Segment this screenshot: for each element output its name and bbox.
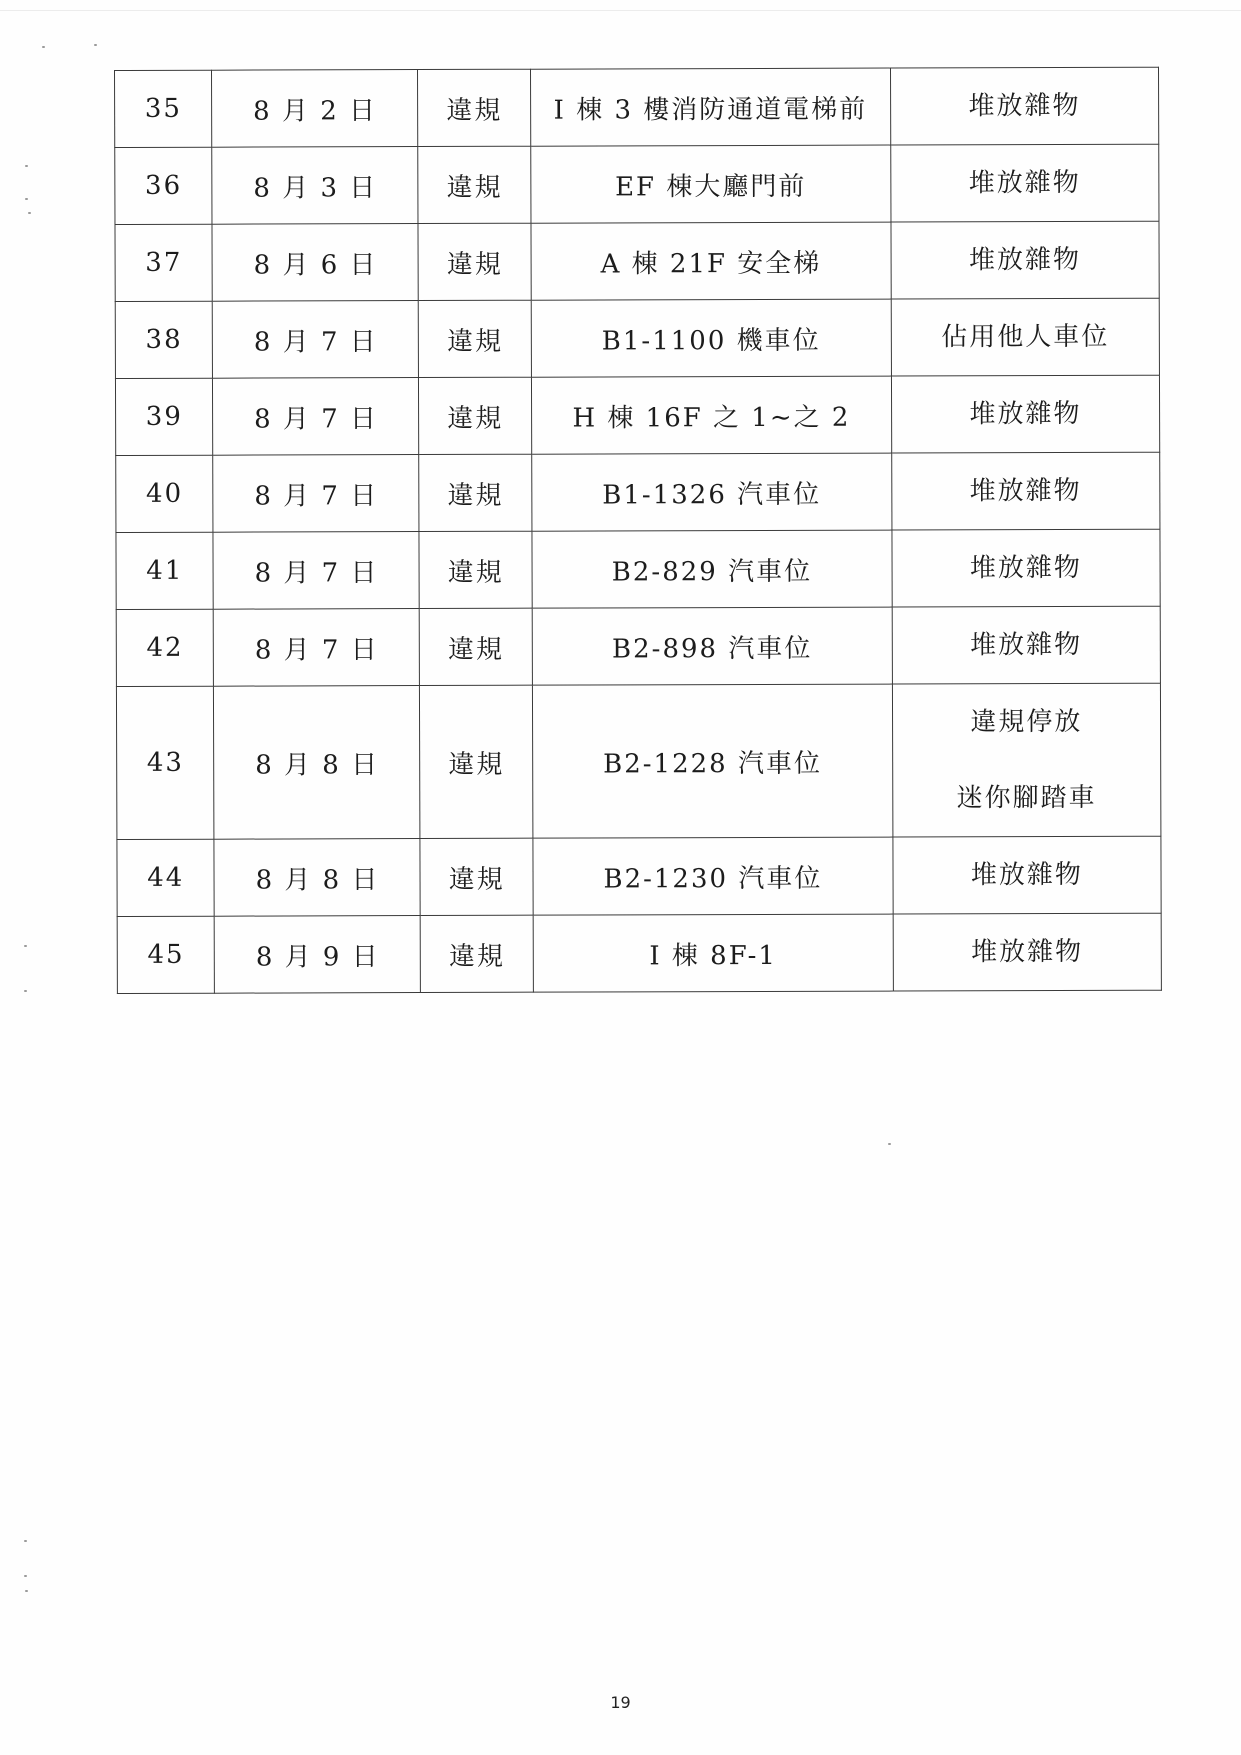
cell-type: 違規 — [419, 377, 532, 454]
scan-speck — [24, 990, 27, 992]
cell-location: B2-1228 汽車位 — [532, 684, 892, 838]
scan-speck — [24, 1540, 27, 1542]
cell-reason — [891, 298, 1160, 376]
table-row — [115, 375, 1159, 455]
cell-type: 違規 — [419, 300, 532, 377]
cell-number: 35 — [115, 70, 213, 147]
table-row — [115, 144, 1159, 224]
scan-edge-line — [0, 10, 1241, 11]
cell-location: EF 棟大廳門前 — [531, 145, 891, 223]
cell-type: 違規 — [419, 454, 532, 531]
cell-type: 違規 — [420, 838, 533, 915]
cell-type: 違規 — [418, 223, 531, 300]
cell-date: 8 月 2 日 — [212, 70, 418, 148]
scan-speck — [25, 1590, 28, 1592]
cell-reason — [892, 606, 1161, 684]
reason-line: 堆放雜物 — [971, 936, 1084, 968]
cell-date: 8 月 9 日 — [215, 916, 421, 994]
table-row — [116, 683, 1160, 839]
cell-type: 違規 — [421, 915, 534, 992]
cell-reason — [891, 221, 1160, 299]
cell-type: 違規 — [420, 685, 533, 838]
cell-number: 45 — [117, 916, 215, 993]
violation-log-table — [114, 67, 1162, 994]
reason-line: 佔用他人車位 — [941, 321, 1110, 353]
reason-line: 堆放雜物 — [970, 629, 1083, 661]
cell-type: 違規 — [419, 531, 532, 608]
cell-type: 違規 — [420, 608, 533, 685]
scan-speck — [25, 198, 28, 200]
table-row — [115, 221, 1159, 301]
cell-date: 8 月 7 日 — [213, 378, 419, 456]
cell-date: 8 月 7 日 — [213, 532, 419, 610]
reason-line: 迷你腳踏車 — [956, 782, 1097, 814]
reason-line: 堆放雜物 — [970, 859, 1083, 891]
scan-speck — [24, 945, 27, 947]
cell-number: 42 — [116, 609, 214, 686]
reason-line: 堆放雜物 — [969, 398, 1082, 430]
cell-type: 違規 — [418, 146, 531, 223]
scan-speck — [28, 212, 31, 214]
table-body — [115, 67, 1162, 993]
cell-date: 8 月 6 日 — [212, 224, 418, 302]
reason-line: 堆放雜物 — [969, 475, 1082, 507]
table-row — [116, 529, 1160, 609]
cell-reason — [892, 683, 1161, 837]
cell-location: A 棟 21F 安全梯 — [531, 222, 891, 300]
cell-number: 39 — [115, 378, 213, 455]
cell-location: I 棟 8F-1 — [533, 914, 893, 992]
reason-line: 堆放雜物 — [968, 90, 1081, 122]
cell-reason — [891, 375, 1160, 453]
cell-location: B1-1326 汽車位 — [532, 453, 892, 531]
table-row — [116, 606, 1160, 686]
scan-speck — [94, 44, 97, 46]
cell-number: 38 — [115, 301, 213, 378]
cell-location: H 棟 16F 之 1~之 2 — [531, 376, 891, 454]
cell-reason — [890, 144, 1159, 222]
cell-date: 8 月 8 日 — [214, 839, 420, 917]
scan-speck — [24, 1575, 27, 1577]
table-row — [115, 67, 1159, 147]
table-row — [116, 452, 1160, 532]
cell-number: 36 — [115, 147, 213, 224]
cell-reason — [890, 67, 1159, 145]
cell-location: B2-898 汽車位 — [532, 607, 892, 685]
cell-date: 8 月 3 日 — [212, 147, 418, 225]
table-row — [117, 913, 1161, 993]
cell-number: 43 — [116, 686, 214, 839]
cell-number: 44 — [117, 839, 215, 916]
cell-type: 違規 — [418, 69, 531, 146]
cell-number: 37 — [115, 224, 213, 301]
page-number: 19 — [610, 1693, 631, 1712]
scan-speck — [888, 1143, 891, 1145]
cell-date: 8 月 7 日 — [213, 455, 419, 533]
cell-location: B2-829 汽車位 — [532, 530, 892, 608]
cell-reason — [891, 452, 1160, 530]
cell-location: I 棟 3 樓消防通道電梯前 — [530, 68, 890, 146]
table-row — [117, 836, 1161, 916]
cell-reason — [893, 836, 1162, 914]
scan-speck — [42, 46, 45, 48]
cell-date: 8 月 7 日 — [213, 301, 419, 379]
table-row — [115, 298, 1159, 378]
cell-number: 40 — [116, 455, 214, 532]
cell-number: 41 — [116, 532, 214, 609]
reason-line: 堆放雜物 — [969, 552, 1082, 584]
cell-location: B1-1100 機車位 — [531, 299, 891, 377]
reason-line: 違規停放 — [970, 706, 1083, 738]
cell-location: B2-1230 汽車位 — [533, 837, 893, 915]
reason-line: 堆放雜物 — [968, 244, 1081, 276]
cell-date: 8 月 7 日 — [214, 609, 420, 687]
cell-date: 8 月 8 日 — [214, 686, 420, 840]
scan-speck — [25, 165, 28, 167]
cell-reason — [892, 529, 1161, 607]
cell-reason — [893, 913, 1162, 991]
reason-line: 堆放雜物 — [968, 167, 1081, 199]
